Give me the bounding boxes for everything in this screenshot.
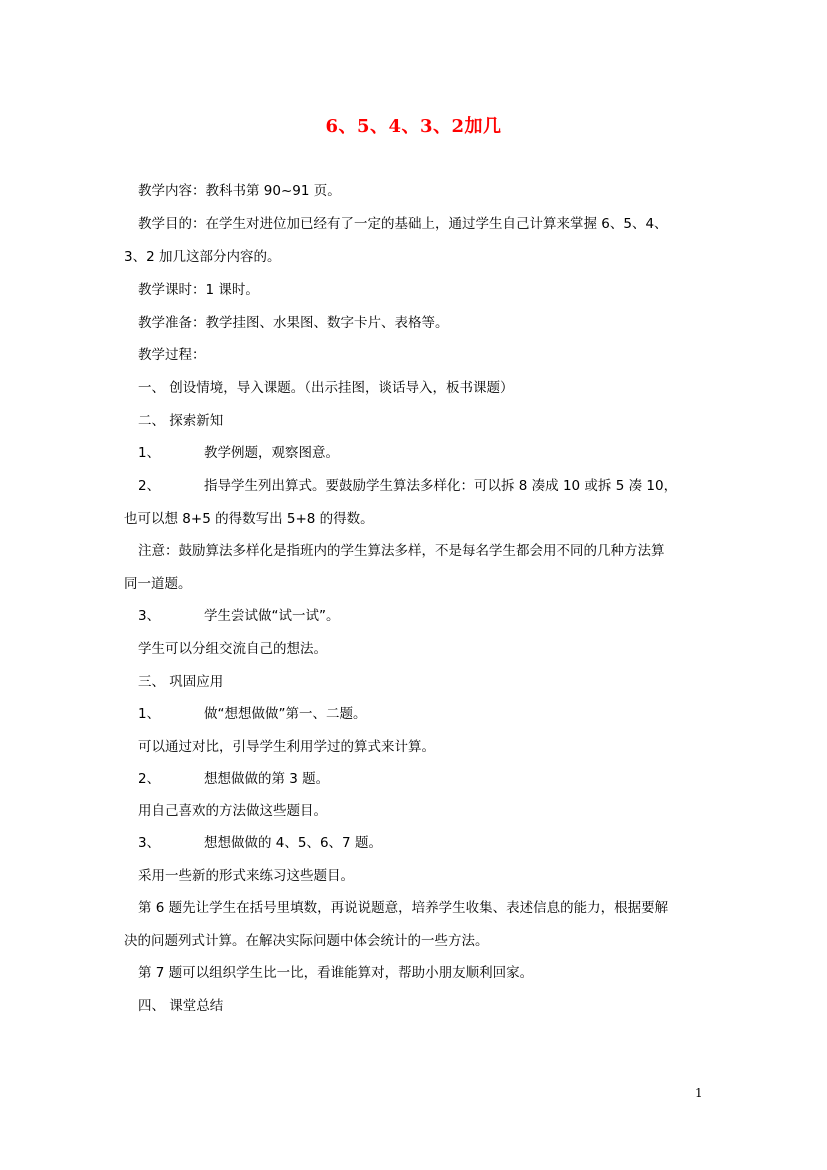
item-number: 2、 (138, 478, 161, 494)
text-line: 用自己喜欢的方法做这些题目。 (138, 803, 327, 819)
item-text: 指导学生列出算式。要鼓励学生算法多样化：可以拆 8 凑成 10 或拆 5 凑 10， (204, 478, 678, 494)
text-line: 教学目的：在学生对进位加已经有了一定的基础上，通过学生自己计算来掌握 6、5、4、 (138, 216, 668, 232)
item-number: 3、 (138, 835, 161, 851)
page-title: 6、5、4、3、2加几 (325, 116, 502, 137)
section-heading: 四、 课堂总结 (138, 998, 224, 1014)
text-line: 也可以想 8+5 的得数写出 5+8 的得数。 (124, 511, 374, 527)
text-line: 学生可以分组交流自己的想法。 (138, 641, 327, 657)
item-text: 教学例题，观察图意。 (204, 445, 339, 461)
item-number: 1、 (138, 706, 161, 722)
section-heading: 二、 探索新知 (138, 413, 224, 429)
section-heading: 三、 巩固应用 (138, 674, 224, 690)
item-text: 做“想想做做”第一、二题。 (204, 706, 367, 722)
numbered-item (138, 606, 340, 626)
text-line: 教学准备：教学挂图、水果图、数字卡片、表格等。 (138, 315, 449, 331)
item-number: 1、 (138, 445, 161, 461)
item-number: 3、 (138, 608, 161, 624)
text-line: 教学内容：教科书第 90~91 页。 (138, 183, 341, 199)
numbered-item (138, 704, 367, 724)
text-line: 可以通过对比，引导学生利用学过的算式来计算。 (138, 739, 435, 755)
text-line: 决的问题列式计算。在解决实际问题中体会统计的一些方法。 (124, 933, 489, 949)
text-line: 3、2 加几这部分内容的。 (124, 249, 281, 265)
text-line: 采用一些新的形式来练习这些题目。 (138, 868, 354, 884)
item-text: 学生尝试做“试一试”。 (204, 608, 340, 624)
numbered-item (138, 833, 382, 853)
text-line: 同一道题。 (124, 576, 192, 592)
numbered-item (138, 443, 339, 463)
item-text: 想想做做的第 3 题。 (204, 771, 330, 787)
section-heading: 一、 创设情境，导入课题。（出示挂图，谈话导入，板书课题） (138, 380, 514, 396)
text-line: 第 6 题先让学生在括号里填数，再说说题意，培养学生收集、表述信息的能力，根据要解 (138, 900, 669, 916)
item-text: 想想做做的 4、5、6、7 题。 (204, 835, 382, 851)
page-number: 1 (695, 1086, 703, 1100)
text-line: 第 7 题可以组织学生比一比，看谁能算对，帮助小朋友顺利回家。 (138, 965, 534, 981)
text-line: 教学过程： (138, 347, 206, 363)
text-line: 注意：鼓励算法多样化是指班内的学生算法多样，不是每名学生都会用不同的几种方法算 (138, 543, 665, 559)
item-number: 2、 (138, 771, 161, 787)
text-line: 教学课时：1 课时。 (138, 282, 259, 298)
numbered-item (138, 476, 677, 496)
numbered-item (138, 769, 329, 789)
